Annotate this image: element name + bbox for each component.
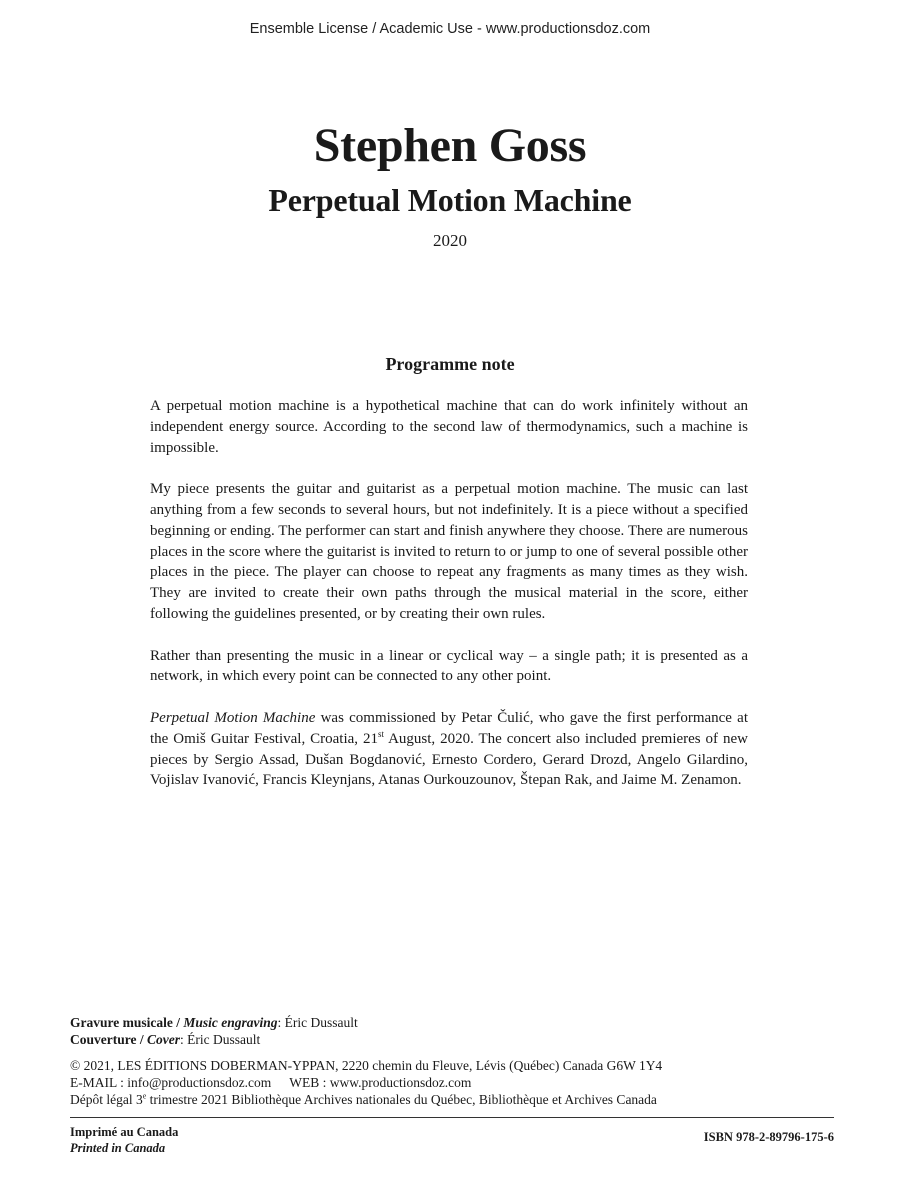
- copyright-line: © 2021, LES ÉDITIONS DOBERMAN-YPPAN, 2220 chemin du Fleuve, Lévis (Québec) Canada G6W 1Y4: [70, 1058, 663, 1073]
- note-paragraph-4-text-b: August, 2020. The concert also included premieres of new pieces by Sergio Assad, Dušan Bogdanović, Ernesto Cordero, Gerard Drozd, Angelo Gilardino, Vojislav Ivanović, Francis Kleynjans, Atanas Ourkouzounov, Štepan Rak, and Jaime M. Zenamon.: [150, 730, 748, 789]
- isbn: ISBN 978-2-89796-175-6: [703, 1130, 834, 1144]
- programme-note-heading: Programme note: [385, 354, 515, 374]
- printed-in-fr: Imprimé au Canada: [70, 1125, 179, 1139]
- legal-deposit-suffix: e: [142, 1091, 147, 1101]
- credits-block: [70, 1014, 830, 1108]
- engraving-credit: [70, 1014, 830, 1031]
- printed-in-en: Printed in Canada: [70, 1141, 166, 1155]
- web-text: WEB : www.productionsdoz.com: [289, 1075, 472, 1090]
- cover-credit: [70, 1031, 830, 1048]
- ordinal-suffix: st: [377, 728, 384, 739]
- note-paragraph-4: [150, 708, 748, 791]
- legal-deposit-line: [70, 1091, 830, 1108]
- engraving-value: : Éric Dussault: [277, 1015, 358, 1030]
- email-text: E-MAIL : info@productionsdoz.com: [70, 1075, 272, 1090]
- license-header: Ensemble License / Academic Use - www.productionsdoz.com: [249, 21, 651, 37]
- programme-note-body: [150, 396, 748, 812]
- printed-in: [70, 1124, 178, 1156]
- cover-value: : Éric Dussault: [180, 1032, 261, 1047]
- note-paragraph-3: Rather than presenting the music in a linear or cyclical way – a single path; it is presented as a network, in which every point can be connected to any other point.: [150, 647, 748, 685]
- footer-divider: [70, 1117, 834, 1118]
- work-title-italic: Perpetual Motion Machine: [150, 709, 316, 726]
- composer-name: Stephen Goss: [313, 119, 587, 172]
- cover-label-en: Cover: [147, 1032, 180, 1047]
- cover-label-fr: Couverture /: [70, 1032, 147, 1047]
- legal-deposit-text-a: Dépôt légal 3: [70, 1092, 143, 1107]
- engraving-label-en: Music engraving: [183, 1015, 278, 1030]
- legal-deposit-text-b: trimestre 2021 Bibliothèque Archives nationales du Québec, Bibliothèque et Archives Canada: [146, 1092, 657, 1107]
- engraving-label-fr: Gravure musicale /: [70, 1015, 184, 1030]
- contact-line: [70, 1074, 830, 1091]
- composition-year: 2020: [433, 231, 467, 250]
- work-title: Perpetual Motion Machine: [268, 182, 632, 218]
- note-paragraph-4-text-a: was commissioned by Petar Čulić, who gave the first performance at the Omiš Guitar Festival, Croatia, 21: [150, 709, 748, 747]
- note-paragraph-1: A perpetual motion machine is a hypothetical machine that can do work infinitely without an independent energy source. According to the second law of thermodynamics, such a machine is impossible.: [150, 398, 748, 456]
- note-paragraph-2: My piece presents the guitar and guitarist as a perpetual motion machine. The music can last anything from a few seconds to several hours, but not indefinitely. It is a piece without a specified beginning or ending. The performer can start and finish anywhere they choose. There are numerous places in the score where the guitarist is invited to return to or jump to one of several possible other places in the piece. The player can choose to repeat any fragments as many times as they wish. They are invited to create their own paths through the musical material in the score, either following the guidelines presented, or by creating their own rules.: [150, 481, 748, 622]
